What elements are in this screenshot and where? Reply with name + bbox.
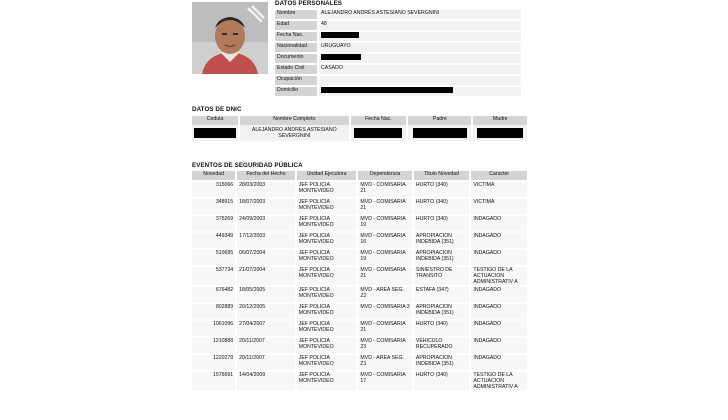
role-cell: INDAGADO [470, 337, 528, 354]
dependency-cell: MVD - COMISARIA 21 [357, 181, 412, 198]
dnic-section-title: DATOS DE DNIC [192, 106, 242, 113]
events-header-row [192, 171, 528, 181]
mother-cell [472, 125, 528, 141]
title-cell: HURTO (340) [413, 181, 471, 198]
role-cell: INDAGADO [470, 286, 528, 303]
novedad-cell: 375269 [192, 215, 236, 232]
unit-cell: JEF POLICIA MONTEVIDEO [296, 198, 358, 215]
dependency-cell: MVD - COMISARIA 21 [357, 198, 412, 215]
dependency-cell: MVD - COMISARIA 21 [357, 266, 412, 286]
novedad-cell: 537734 [192, 266, 236, 286]
events-body [192, 181, 528, 391]
field-value [318, 75, 521, 86]
date-cell: 14/04/2009 [236, 371, 296, 391]
column-header: Fecha Nac. [350, 116, 408, 125]
role-cell: TESTIGO DE LA ACTUACION ADMINISTRATIV A [470, 266, 528, 286]
unit-cell: JEF POLICIA MONTEVIDEO [296, 249, 358, 266]
dependency-cell: MVD - COMISARIA 3 [357, 303, 412, 320]
title-cell: HURTO (340) [413, 198, 471, 215]
redaction-bar [321, 32, 359, 38]
redaction-bar [194, 128, 236, 138]
field-label: Ocupación [275, 75, 318, 86]
date-cell: 20/11/2007 [236, 337, 296, 354]
unit-cell: JEF POLICIA MONTEVIDEO [296, 371, 358, 391]
field-label: Domicilio [275, 86, 318, 97]
dependency-cell: MVD - AREA SEG. Z1 [357, 354, 412, 371]
field-value-redacted [318, 86, 521, 97]
field-label: Nacionalidad [275, 42, 318, 53]
unit-cell: JEF POLICIA MONTEVIDEO [296, 215, 358, 232]
events-section-title: EVENTOS DE SEGURIDAD PÚBLICA [192, 162, 303, 169]
role-cell: INDAGADO [470, 249, 528, 266]
date-cell: 20/11/2007 [236, 354, 296, 371]
field-value-redacted [318, 31, 521, 42]
event-row [192, 232, 528, 249]
date-cell: 21/07/2004 [236, 266, 296, 286]
column-header: Caracter [470, 171, 528, 181]
novedad-cell: 1220279 [192, 354, 236, 371]
title-cell: APROPIACION INDEBIDA (351) [413, 249, 471, 266]
personal-row [275, 10, 521, 20]
column-header: Fecha del Hecho [236, 171, 296, 181]
column-header: Madre [472, 116, 528, 125]
event-row [192, 266, 528, 286]
unit-cell: JEF POLICIA MONTEVIDEO [296, 354, 358, 371]
event-row [192, 354, 528, 371]
unit-cell: JEF POLICIA MONTEVIDEO [296, 320, 358, 337]
column-header: Titulo Novedad [413, 171, 471, 181]
dependency-cell: MVD - COMISARIA 19 [357, 249, 412, 266]
novedad-cell: 676482 [192, 286, 236, 303]
title-cell: SINIESTRO DE TRANSITO [413, 266, 471, 286]
event-row [192, 286, 528, 303]
dnic-table [192, 116, 529, 141]
field-label: Documento [275, 53, 318, 64]
event-row [192, 371, 528, 391]
unit-cell: JEF POLICIA MONTEVIDEO [296, 286, 358, 303]
unit-cell: JEF POLICIA MONTEVIDEO [296, 303, 358, 320]
role-cell: VICTIMA [470, 198, 528, 215]
role-cell: INDAGADO [470, 215, 528, 232]
dependency-cell: MVD - COMISARIA 23 [357, 337, 412, 354]
column-header: Cedula [192, 116, 239, 125]
column-header: Unidad Ejecutora [296, 171, 358, 181]
unit-cell: JEF POLICIA MONTEVIDEO [296, 232, 358, 249]
title-cell: HURTO (340) [413, 320, 471, 337]
events-table [192, 171, 529, 392]
dnic-row [192, 125, 528, 141]
role-cell: VICTIMA [470, 181, 528, 198]
title-cell: HURTO (340) [413, 371, 471, 391]
event-row [192, 320, 528, 337]
date-cell: 20/12/2005 [236, 303, 296, 320]
redaction-bar [354, 128, 402, 138]
date-cell: 27/04/2007 [236, 320, 296, 337]
redaction-bar [321, 54, 361, 60]
date-cell: 18/07/2003 [236, 198, 296, 215]
redaction-bar [413, 128, 467, 138]
field-label: Edad [275, 20, 318, 31]
date-cell: 24/09/2003 [236, 215, 296, 232]
title-cell: ESTAFA (347) [413, 286, 471, 303]
novedad-cell: 802889 [192, 303, 236, 320]
role-cell: TESTIGO DE LA ACTUACION ADMINISTRATIV A [470, 371, 528, 391]
novedad-cell: 510695 [192, 249, 236, 266]
title-cell: APROPIACION INDEBIDA (351) [413, 354, 471, 371]
cedula-cell [192, 125, 239, 141]
personal-row [275, 75, 521, 86]
column-header: Nombre Completo [239, 116, 350, 125]
unit-cell: JEF POLICIA MONTEVIDEO [296, 266, 358, 286]
personal-row [275, 42, 521, 53]
personal-row [275, 20, 521, 31]
unit-cell: JEF POLICIA MONTEVIDEO [296, 181, 358, 198]
field-value: URUGUAYO [318, 42, 521, 53]
event-row [192, 249, 528, 266]
dependency-cell: MVD - COMISARIA 19 [357, 215, 412, 232]
personal-row [275, 53, 521, 64]
title-cell: APROPIACION INDEBIDA (351) [413, 303, 471, 320]
dependency-cell: MVD - AREA SEG. Z2 [357, 286, 412, 303]
title-cell: APROPIACION INDEBIDA (351) [413, 232, 471, 249]
full-name-cell: ALEJANDRO ANDRÉS ASTESIANO SEVERGNINI [239, 125, 350, 141]
field-label: Nombre [275, 10, 318, 20]
date-cell: 17/12/2003 [236, 232, 296, 249]
event-row [192, 215, 528, 232]
title-cell: HURTO (340) [413, 215, 471, 232]
novedad-cell: 348915 [192, 198, 236, 215]
novedad-cell: 1576691 [192, 371, 236, 391]
field-label: Estado Civil [275, 64, 318, 75]
date-cell: 06/07/2004 [236, 249, 296, 266]
date-cell: 18/05/2005 [236, 286, 296, 303]
personal-row [275, 64, 521, 75]
redaction-bar [477, 128, 523, 138]
event-row [192, 198, 528, 215]
dependency-cell: MVD - COMISARIA 17 [357, 371, 412, 391]
title-cell: VEHICULO RECUPERADO [413, 337, 471, 354]
dependency-cell: MVD - COMISARIA 21 [357, 320, 412, 337]
event-row [192, 181, 528, 198]
role-cell: INDAGADO [470, 354, 528, 371]
field-value: 48 [318, 20, 521, 31]
personal-section-title: DATOS PERSONALES [275, 0, 343, 7]
dnic-header-row [192, 116, 528, 125]
father-cell [407, 125, 472, 141]
personal-data-table [275, 10, 521, 98]
event-row [192, 303, 528, 320]
birthdate-cell [350, 125, 408, 141]
dependency-cell: MVD - COMISARIA 16 [357, 232, 412, 249]
date-cell: 28/03/2003 [236, 181, 296, 198]
redaction-bar [321, 87, 453, 93]
novedad-cell: 315066 [192, 181, 236, 198]
column-header: Novedad [192, 171, 236, 181]
novedad-cell: 449349 [192, 232, 236, 249]
field-value: CASADO [318, 64, 521, 75]
field-label: Fecha Nac. [275, 31, 318, 42]
field-value: ALEJANDRO ANDRÉS ASTESIANO SEVERGNINI [318, 10, 521, 20]
role-cell: INDAGADO [470, 232, 528, 249]
person-photo [192, 2, 268, 74]
role-cell: INDAGADO [470, 303, 528, 320]
column-header: Padre [407, 116, 472, 125]
novedad-cell: 1210888 [192, 337, 236, 354]
novedad-cell: 1061096 [192, 320, 236, 337]
unit-cell: JEF POLICIA MONTEVIDEO [296, 337, 358, 354]
event-row [192, 337, 528, 354]
column-header: Dependencia [357, 171, 412, 181]
field-value-redacted [318, 53, 521, 64]
personal-row [275, 86, 521, 97]
personal-row [275, 31, 521, 42]
role-cell: INDAGADO [470, 320, 528, 337]
